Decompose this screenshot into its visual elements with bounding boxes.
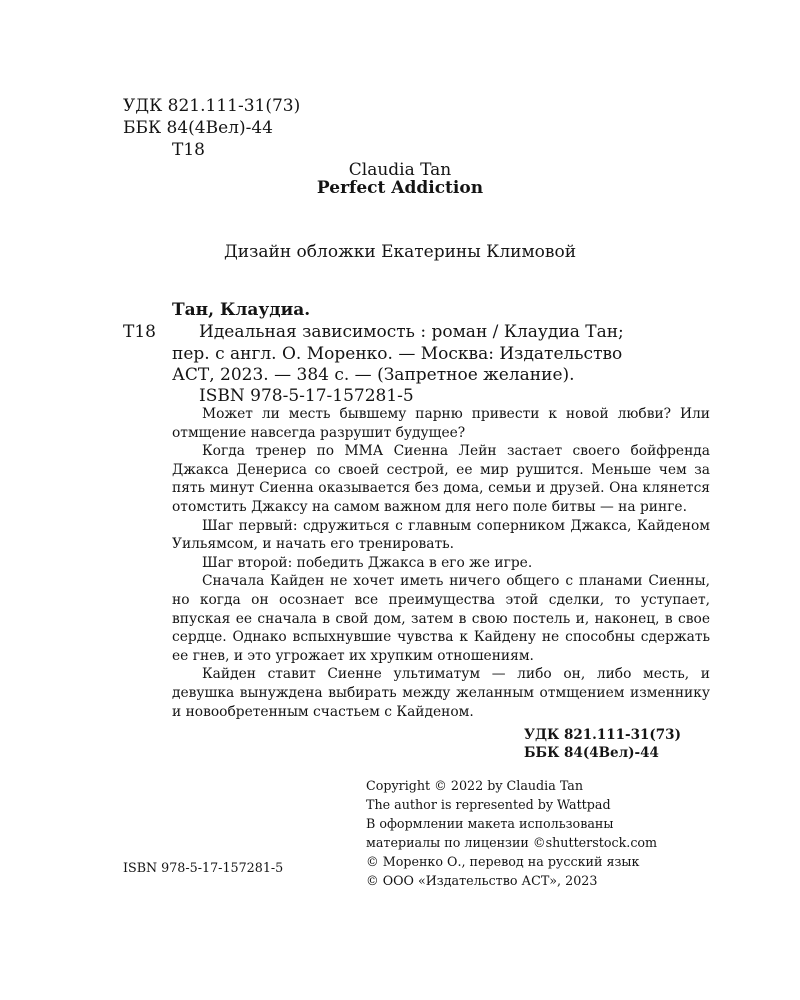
copyright-line: материалы по лицензии ©shutterstock.com	[366, 835, 658, 850]
cover-design-credit: Дизайн обложки Екатерины Климовой	[223, 242, 577, 262]
annotation	[172, 405, 710, 721]
annotation-paragraph: Сначала Кайден не хочет иметь ничего общего с планами Сиенны, но когда он осознает все преимущества этой сделки, то уступает, впуская ее сначала в свой дом, затем в свою постель и, наконец, в свое сердце. Однако вспыхнувшие чувства к Кайдену не способны сдержать ее гнев, и это угрожает их хрупким отношениям.	[172, 573, 710, 664]
original-title: Perfect Addiction	[316, 178, 484, 198]
annotation-paragraph: Когда тренер по ММА Сиенна Лейн застает своего бойфренда Джакса Денериса со своей сестрой, ее мир рушится. Меньше чем за пять минут Сиенна оказывается без дома, семьи и друзей. Она клянется отомстить Джаксу на самом важном для него поле битвы — на ринге.	[172, 443, 710, 515]
annotation-paragraph: Шаг первый: сдружиться с главным соперником Джакса, Кайденом Уильямсом, и начать его тренировать.	[172, 517, 710, 553]
copyright-block	[366, 776, 657, 890]
original-author: Claudia Tan	[348, 160, 452, 180]
author-mark: Т18	[172, 140, 205, 160]
copyright-line: The author is represented by Wattpad	[366, 797, 611, 812]
copyright-line: © ООО «Издательство АСТ», 2023	[366, 873, 598, 888]
copyright-line: Copyright © 2022 by Claudia Tan	[366, 778, 584, 793]
copyright-line: В оформлении макета использованы	[366, 816, 614, 831]
copyright-line: © Моренко О., перевод на русский язык	[366, 854, 640, 869]
catalog-mark: Т18	[123, 322, 156, 342]
annotation-paragraph: Кайден ставит Сиенне ультиматум — либо он, либо месть, и девушка вынуждена выбирать между желанным отмщением изменнику и новообретенным счастьем с Кайденом.	[172, 666, 710, 720]
footer-isbn: ISBN 978-5-17-157281-5	[123, 860, 284, 875]
catalog-description-line: АСТ, 2023. — 384 с. — (Запретное желание).	[172, 365, 575, 385]
bbk-code: ББК 84(4Вел)-44	[123, 118, 273, 138]
catalog-heading: Тан, Клаудиа.	[172, 300, 311, 320]
catalog-description-line: пер. с англ. О. Моренко. — Москва: Издательство	[172, 344, 623, 364]
catalog-isbn: ISBN 978-5-17-157281-5	[199, 386, 414, 406]
udk-code: УДК 821.111-31(73)	[123, 96, 301, 116]
bbk-code-bold: ББК 84(4Вел)-44	[524, 745, 659, 761]
catalog-description-line: Идеальная зависимость : роман / Клаудиа Тан;	[199, 322, 624, 342]
udk-code-bold: УДК 821.111-31(73)	[524, 727, 681, 743]
annotation-paragraph: Может ли месть бывшему парню привести к новой любви? Или отмщение навсегда разрушит будущее?	[172, 406, 710, 441]
annotation-paragraph: Шаг второй: победить Джакса в его же игре.	[202, 554, 533, 571]
